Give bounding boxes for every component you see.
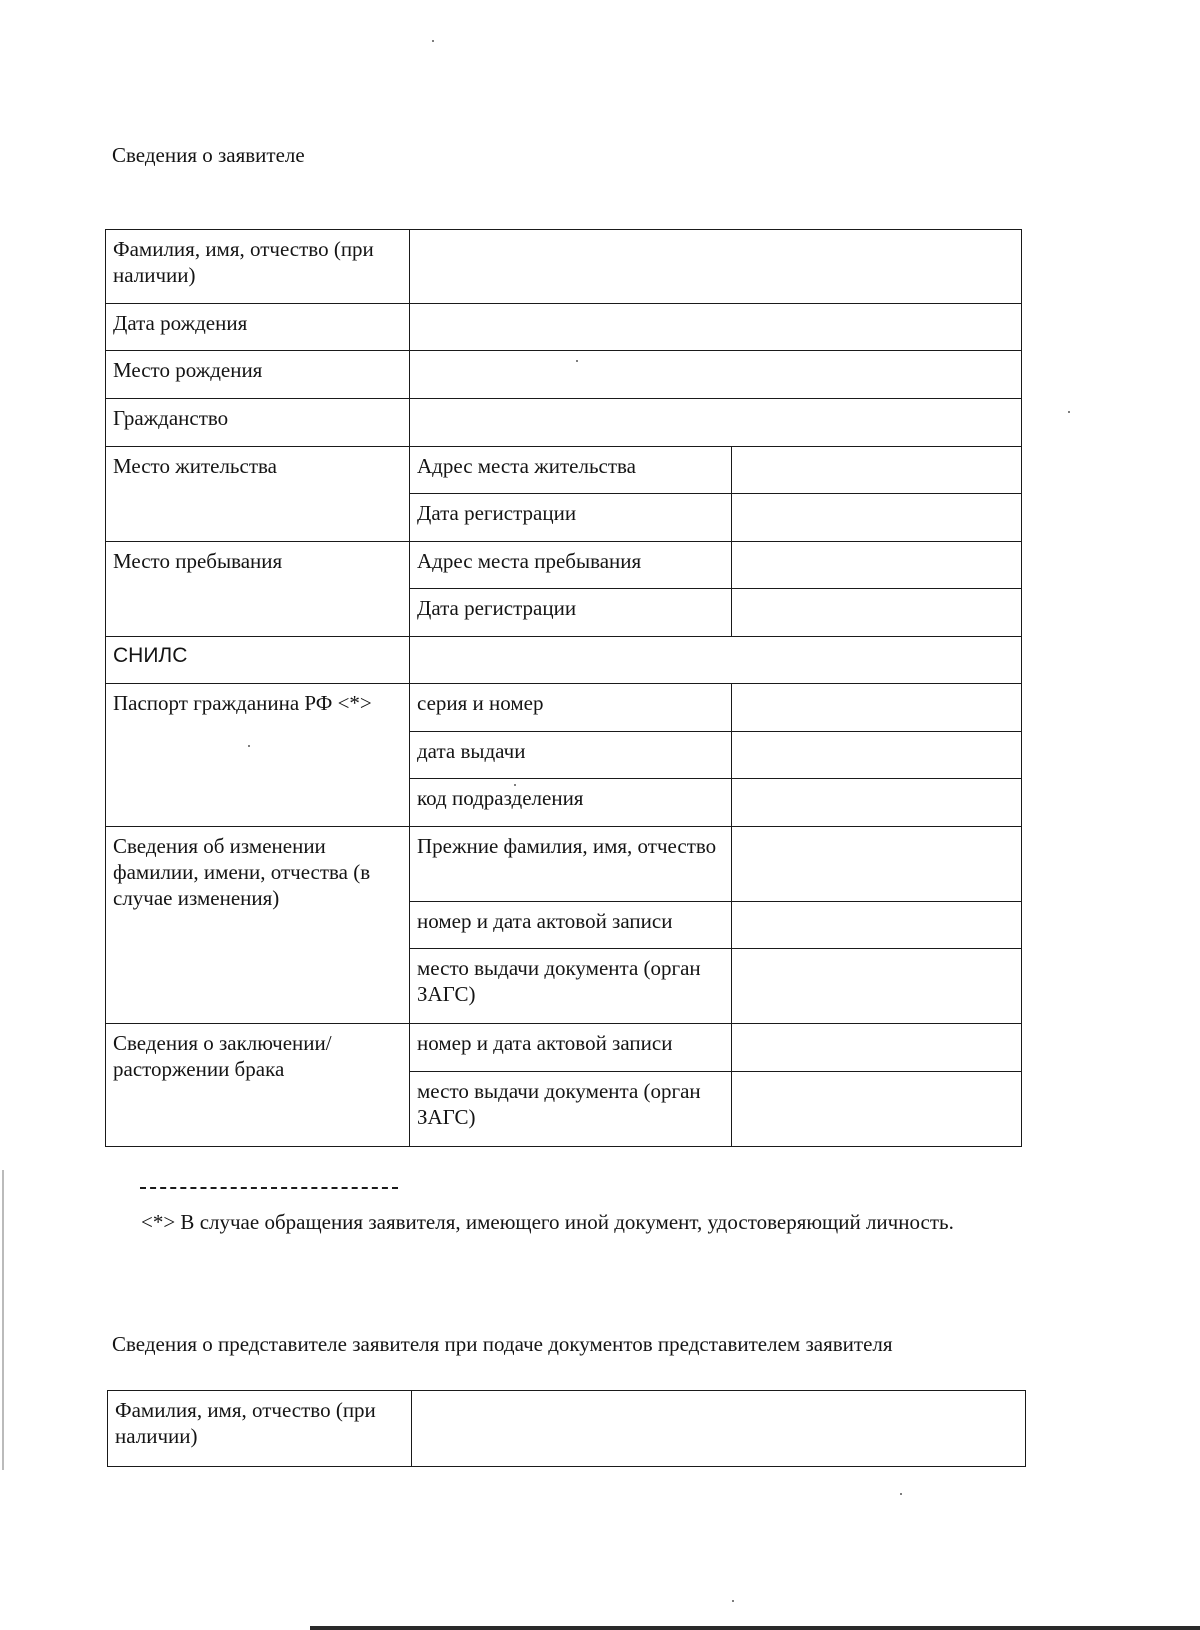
snils-label: СНИЛС xyxy=(106,637,410,684)
name-change-issuer-label: место выдачи документа (орган ЗАГС) xyxy=(410,949,732,1024)
scan-bottom-edge xyxy=(310,1626,1200,1630)
scan-speck xyxy=(732,1600,734,1602)
passport-label: Паспорт гражданина РФ <*> xyxy=(106,684,410,827)
table-row xyxy=(106,684,1022,732)
table-row xyxy=(106,542,1022,589)
passport-dept-code-label: код подразделения xyxy=(410,779,732,827)
fio-label: Фамилия, имя, отчество (при наличии) xyxy=(106,230,410,304)
passport-series-label: серия и номер xyxy=(410,684,732,732)
name-change-issuer-value-cell[interactable] xyxy=(732,949,1022,1024)
stay-reg-date-label: Дата регистрации xyxy=(410,589,732,637)
marriage-issuer-label: место выдачи документа (орган ЗАГС) xyxy=(410,1072,732,1147)
page-title: Сведения о заявителе xyxy=(112,143,305,167)
residence-reg-date-value-cell[interactable] xyxy=(732,494,1022,542)
scan-edge-mark xyxy=(2,1170,4,1470)
prev-name-value-cell[interactable] xyxy=(732,827,1022,902)
passport-dept-code-value-cell[interactable] xyxy=(732,779,1022,827)
table-row xyxy=(106,1024,1022,1072)
scan-speck xyxy=(514,784,516,786)
residence-address-value-cell[interactable] xyxy=(732,447,1022,494)
name-change-label: Сведения об изменении фамилии, имени, отчества (в случае изменения) xyxy=(106,827,410,1024)
footnote-separator xyxy=(140,1187,398,1189)
table-row xyxy=(106,304,1022,351)
scan-speck xyxy=(432,40,434,42)
stay-address-label: Адрес места пребывания xyxy=(410,542,732,589)
table-row xyxy=(108,1391,1026,1467)
applicant-table xyxy=(105,229,1022,1147)
birth-place-label: Место рождения xyxy=(106,351,410,399)
footnote-text: <*> В случае обращения заявителя, имеющего иной документ, удостоверяющий личность. xyxy=(141,1210,954,1234)
prev-name-label: Прежние фамилия, имя, отчество xyxy=(410,827,732,902)
name-change-record-label: номер и дата актовой записи xyxy=(410,902,732,949)
birth-date-label: Дата рождения xyxy=(106,304,410,351)
citizenship-value-cell[interactable] xyxy=(410,399,1022,447)
marriage-record-value-cell[interactable] xyxy=(732,1024,1022,1072)
citizenship-label: Гражданство xyxy=(106,399,410,447)
scan-speck xyxy=(1068,411,1070,413)
table-row xyxy=(106,351,1022,399)
representative-table xyxy=(107,1390,1026,1467)
scan-speck xyxy=(576,360,578,362)
table-row xyxy=(106,399,1022,447)
fio-value-cell[interactable] xyxy=(410,230,1022,304)
birth-place-value-cell[interactable] xyxy=(410,351,1022,399)
residence-label: Место жительства xyxy=(106,447,410,542)
representative-fio-value-cell[interactable] xyxy=(412,1391,1026,1467)
passport-series-value-cell[interactable] xyxy=(732,684,1022,732)
scan-speck xyxy=(900,1493,902,1495)
passport-issue-date-value-cell[interactable] xyxy=(732,732,1022,779)
representative-title: Сведения о представителе заявителя при подаче документов представителем заявителя xyxy=(112,1332,893,1356)
table-row xyxy=(106,637,1022,684)
representative-fio-label: Фамилия, имя, отчество (при наличии) xyxy=(108,1391,412,1467)
name-change-record-value-cell[interactable] xyxy=(732,902,1022,949)
snils-value-cell[interactable] xyxy=(410,637,1022,684)
marriage-record-label: номер и дата актовой записи xyxy=(410,1024,732,1072)
residence-address-label: Адрес места жительства xyxy=(410,447,732,494)
stay-label: Место пребывания xyxy=(106,542,410,637)
marriage-issuer-value-cell[interactable] xyxy=(732,1072,1022,1147)
table-row xyxy=(106,447,1022,494)
scan-speck xyxy=(248,745,250,747)
table-row xyxy=(106,827,1022,902)
stay-address-value-cell[interactable] xyxy=(732,542,1022,589)
stay-reg-date-value-cell[interactable] xyxy=(732,589,1022,637)
table-row xyxy=(106,230,1022,304)
marriage-label: Сведения о заключении/расторжении брака xyxy=(106,1024,410,1147)
birth-date-value-cell[interactable] xyxy=(410,304,1022,351)
residence-reg-date-label: Дата регистрации xyxy=(410,494,732,542)
passport-issue-date-label: дата выдачи xyxy=(410,732,732,779)
